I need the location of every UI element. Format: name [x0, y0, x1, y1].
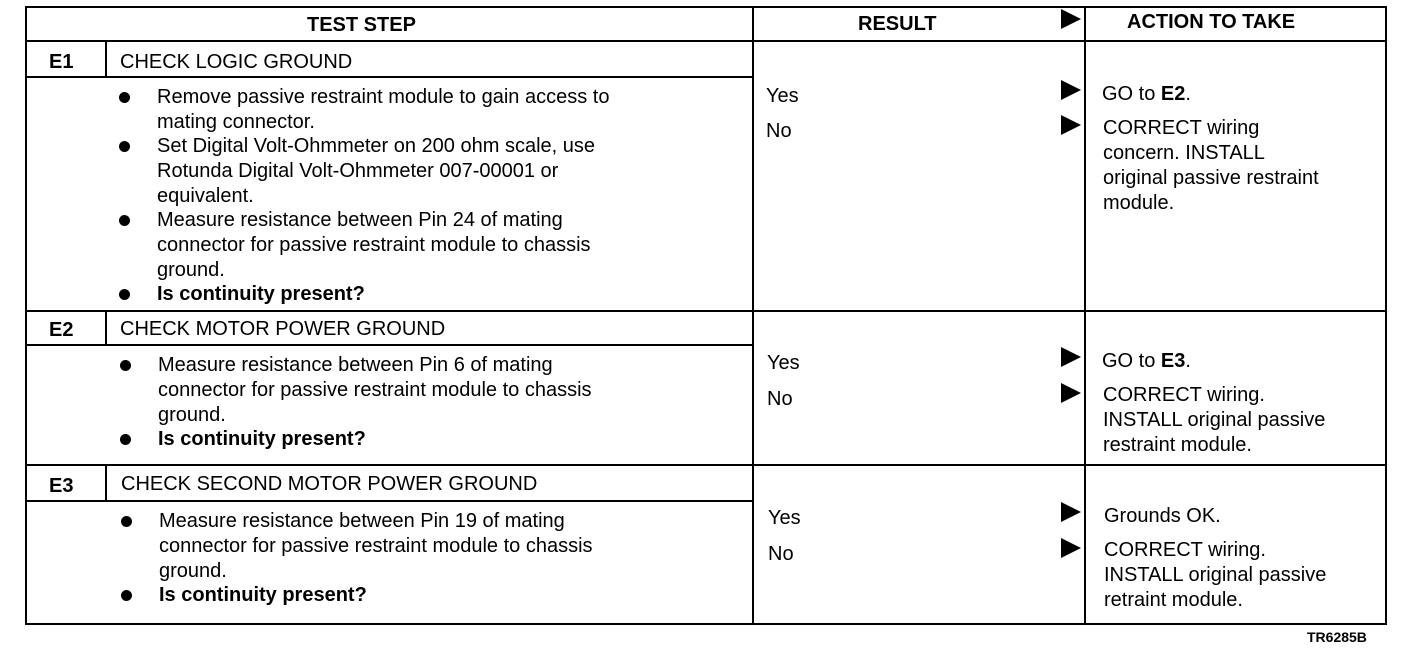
bullet-icon: [121, 516, 132, 527]
bullet-icon: [119, 215, 130, 226]
no-action-line: restraint module.: [1103, 434, 1252, 456]
yes-action: [1102, 349, 1191, 374]
table-border-top: [25, 6, 1387, 8]
step-id: E1: [49, 51, 74, 73]
step-title: CHECK SECOND MOTOR POWER GROUND: [121, 473, 538, 495]
column-divider-result: [752, 6, 754, 625]
no-action-line: CORRECT wiring.: [1103, 384, 1265, 406]
step-title: CHECK MOTOR POWER GROUND: [120, 318, 446, 340]
result-yes: Yes: [767, 352, 800, 374]
result-yes: Yes: [768, 507, 801, 529]
bullet-line: ground.: [158, 404, 226, 426]
bullet-line: Remove passive restraint module to gain access to: [157, 86, 610, 108]
bullet-icon: [120, 434, 131, 445]
figure-code: TR6285B: [1307, 629, 1367, 645]
bullet-icon: [119, 92, 130, 103]
no-action-line: original passive restraint: [1103, 167, 1319, 189]
yes-action-prefix: GO to: [1102, 350, 1161, 372]
table-border-bottom: [25, 623, 1387, 625]
no-action-line: retraint module.: [1104, 589, 1243, 611]
column-divider-action: [1084, 6, 1086, 625]
title-divider-e3: [25, 500, 754, 502]
yes-action: [1102, 82, 1191, 107]
yes-arrow-icon: [1061, 347, 1081, 367]
bullet-line: Measure resistance between Pin 6 of mating: [158, 354, 553, 376]
bullet-line: equivalent.: [157, 185, 254, 207]
no-arrow-icon: [1061, 115, 1081, 135]
yes-action-prefix: GO to: [1102, 83, 1161, 105]
bullet-line: connector for passive restraint module to chassis: [159, 535, 593, 557]
result-no: No: [767, 388, 793, 410]
title-divider-e1: [25, 76, 754, 78]
bullet-icon: [119, 141, 130, 152]
bullet-icon: [119, 289, 130, 300]
no-action-line: CORRECT wiring.: [1104, 539, 1266, 561]
yes-arrow-icon: [1061, 80, 1081, 100]
row-divider-e2: [25, 310, 1387, 312]
row-divider-e3: [25, 464, 1387, 466]
no-action-line: INSTALL original passive: [1104, 564, 1327, 586]
bullet-line: Set Digital Volt-Ohmmeter on 200 ohm scale, use: [157, 135, 595, 157]
bullet-line: connector for passive restraint module to chassis: [158, 379, 592, 401]
yes-action-step: E3: [1160, 350, 1186, 372]
yes-action-suffix: .: [1185, 350, 1191, 372]
yes-action-step: E2: [1160, 83, 1186, 105]
id-divider-e3: [105, 464, 107, 502]
no-arrow-icon: [1061, 383, 1081, 403]
id-divider-e2: [105, 310, 107, 346]
id-divider-e1: [105, 40, 107, 78]
yes-action-suffix: .: [1185, 83, 1191, 105]
no-action-line: module.: [1103, 192, 1175, 214]
bullet-question: Is continuity present?: [157, 283, 365, 305]
no-action-line: CORRECT wiring: [1103, 117, 1260, 139]
bullet-line: ground.: [159, 560, 227, 582]
no-arrow-icon: [1061, 538, 1081, 558]
result-yes: Yes: [766, 85, 799, 107]
header-arrow-icon: [1061, 9, 1081, 29]
header-divider: [25, 40, 1387, 42]
yes-action-prefix: Grounds OK.: [1104, 505, 1221, 527]
no-action-line: INSTALL original passive: [1103, 409, 1326, 431]
result-no: No: [766, 120, 792, 142]
bullet-icon: [121, 590, 132, 601]
bullet-line: Measure resistance between Pin 19 of mating: [159, 510, 565, 532]
header-result: RESULT: [858, 13, 937, 35]
table-border-right: [1385, 6, 1387, 625]
step-id: E2: [49, 319, 74, 341]
bullet-line: ground.: [157, 259, 225, 281]
bullet-line: Measure resistance between Pin 24 of mating: [157, 209, 563, 231]
no-action-line: concern. INSTALL: [1103, 142, 1265, 164]
step-title: CHECK LOGIC GROUND: [120, 51, 353, 73]
step-id: E3: [49, 475, 74, 497]
bullet-line: Rotunda Digital Volt-Ohmmeter 007-00001 or: [157, 160, 559, 182]
bullet-question: Is continuity present?: [158, 428, 366, 450]
table-border-left: [25, 6, 27, 625]
bullet-icon: [120, 360, 131, 371]
result-no: No: [768, 543, 794, 565]
header-test-step: TEST STEP: [307, 14, 416, 36]
bullet-line: mating connector.: [157, 111, 315, 133]
yes-arrow-icon: [1061, 502, 1081, 522]
header-action: ACTION TO TAKE: [1127, 11, 1296, 33]
yes-action: [1104, 504, 1221, 529]
bullet-line: connector for passive restraint module to chassis: [157, 234, 591, 256]
bullet-question: Is continuity present?: [159, 584, 367, 606]
title-divider-e2: [25, 344, 754, 346]
